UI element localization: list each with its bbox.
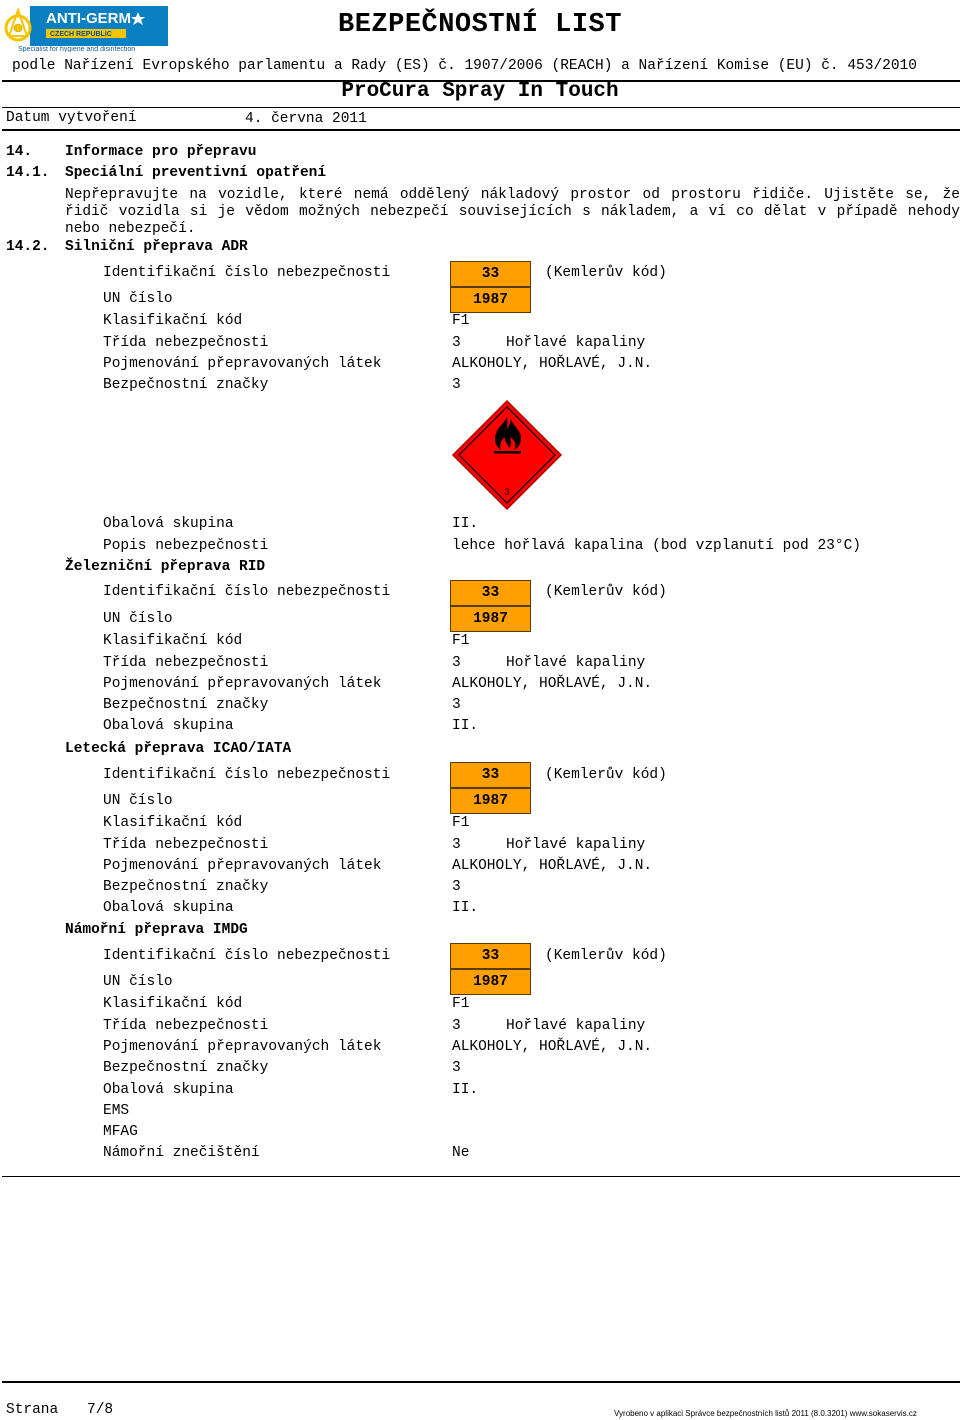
footer-rule (2, 1381, 960, 1383)
date-value: 4. června 2011 (245, 111, 367, 127)
adr-hazard-desc-value: lehce hořlavá kapalina (bod vzplanutí pod 23°C) (452, 538, 861, 554)
imdg-shipping-name-label: Pojmenování přepravovaných látek (103, 1039, 382, 1055)
flammable-liquid-pictogram (451, 399, 563, 511)
header-rule-2 (2, 107, 960, 108)
rid-kemler-note: (Kemlerův kód) (545, 584, 667, 600)
adr-un-label: UN číslo (103, 291, 173, 307)
pictogram-class-number: 3 (504, 487, 510, 497)
product-name: ProCura Spray In Touch (341, 80, 619, 103)
icao-un-label: UN číslo (103, 793, 173, 809)
adr-class-code-value: F1 (452, 313, 470, 329)
logo-country: CZECH REPUBLIC (50, 31, 112, 38)
imdg-hazard-class-name: Hořlavé kapaliny (506, 1018, 646, 1034)
rid-hazard-id-box: 33 (450, 580, 531, 606)
rid-class-code-value: F1 (452, 633, 470, 649)
icao-kemler-note: (Kemlerův kód) (545, 767, 667, 783)
adr-hazard-desc-label: Popis nebezpečnosti (103, 538, 269, 554)
icao-shipping-name-value: ALKOHOLY, HOŘLAVÉ, J.N. (452, 858, 653, 874)
imdg-un-box: 1987 (450, 969, 531, 995)
icao-hazard-id-box: 33 (450, 762, 531, 788)
imdg-shipping-name-value: ALKOHOLY, HOŘLAVÉ, J.N. (452, 1039, 653, 1055)
adr-kemler-note: (Kemlerův kód) (545, 265, 667, 281)
rid-hazard-id-label: Identifikační číslo nebezpečnosti (103, 584, 391, 600)
rid-safety-signs-label: Bezpečnostní značky (103, 697, 269, 713)
regulation-text: podle Nařízení Evropského parlamentu a Rady (ES) č. 1907/2006 (REACH) a Nařízení Komise (EU) č. 453/2010 (12, 58, 917, 74)
rid-title: Železniční přeprava RID (65, 559, 266, 575)
imdg-mfag-label: MFAG (103, 1124, 138, 1140)
rid-hazard-class-label: Třída nebezpečnosti (103, 655, 269, 671)
icao-hazard-class-name: Hořlavé kapaliny (506, 837, 646, 853)
adr-hazard-class-name: Hořlavé kapaliny (506, 335, 646, 351)
adr-shipping-name-label: Pojmenování přepravovaných látek (103, 356, 382, 372)
adr-safety-signs-value: 3 (452, 377, 461, 393)
icao-class-code-label: Klasifikační kód (103, 815, 243, 831)
imdg-class-code-label: Klasifikační kód (103, 996, 243, 1012)
icao-title: Letecká přeprava ICAO/IATA (65, 741, 292, 757)
subsection-number-14-2: 14.2. (6, 239, 50, 255)
subsection-number-14-1: 14.1. (6, 165, 50, 181)
rid-hazard-class-name: Hořlavé kapaliny (506, 655, 646, 671)
rid-packing-group-label: Obalová skupina (103, 718, 234, 734)
adr-shipping-name-value: ALKOHOLY, HOŘLAVÉ, J.N. (452, 356, 653, 372)
imdg-hazard-class-value: 3 (452, 1018, 461, 1034)
icao-safety-signs-label: Bezpečnostní značky (103, 879, 269, 895)
adr-hazard-id-label: Identifikační číslo nebezpečnosti (103, 265, 391, 281)
imdg-packing-group-label: Obalová skupina (103, 1082, 234, 1098)
rid-safety-signs-value: 3 (452, 697, 461, 713)
icao-packing-group-value: II. (452, 900, 479, 916)
adr-hazard-class-label: Třída nebezpečnosti (103, 335, 269, 351)
imdg-hazard-class-label: Třída nebezpečnosti (103, 1018, 269, 1034)
imdg-packing-group-value: II. (452, 1082, 479, 1098)
icao-hazard-class-value: 3 (452, 837, 461, 853)
rid-shipping-name-label: Pojmenování přepravovaných látek (103, 676, 382, 692)
imdg-hazard-id-box: 33 (450, 943, 531, 969)
icao-packing-group-label: Obalová skupina (103, 900, 234, 916)
page-number: 7/8 (87, 1402, 114, 1418)
adr-hazard-id-box: 33 (450, 261, 531, 287)
adr-un-box: 1987 (450, 287, 531, 313)
imdg-safety-signs-label: Bezpečnostní značky (103, 1060, 269, 1076)
icao-shipping-name-label: Pojmenování přepravovaných látek (103, 858, 382, 874)
icao-class-code-value: F1 (452, 815, 470, 831)
imdg-marine-pollutant-label: Námořní znečištění (103, 1145, 260, 1161)
rid-packing-group-value: II. (452, 718, 479, 734)
adr-packing-group-label: Obalová skupina (103, 516, 234, 532)
imdg-title: Námořní přeprava IMDG (65, 922, 248, 938)
section-title: Informace pro přepravu (65, 144, 257, 160)
adr-packing-group-value: II. (452, 516, 479, 532)
generator-note: Vyrobeno v aplikaci Správce bezpečnostních listů 2011 (8.0.3201) www.sokaservis.cz (614, 1409, 917, 1418)
imdg-class-code-value: F1 (452, 996, 470, 1012)
company-logo (4, 6, 168, 52)
content-end-rule (2, 1176, 960, 1177)
imdg-safety-signs-value: 3 (452, 1060, 461, 1076)
header-rule-3 (2, 129, 960, 131)
icao-hazard-class-label: Třída nebezpečnosti (103, 837, 269, 853)
rid-class-code-label: Klasifikační kód (103, 633, 243, 649)
imdg-ems-label: EMS (103, 1103, 130, 1119)
adr-hazard-class-value: 3 (452, 335, 461, 351)
rid-shipping-name-value: ALKOHOLY, HOŘLAVÉ, J.N. (452, 676, 653, 692)
logo-tagline: Specialist for hygiene and disinfection (18, 46, 136, 52)
imdg-un-label: UN číslo (103, 974, 173, 990)
document-title: BEZPEČNOSTNÍ LIST (338, 10, 622, 40)
rid-hazard-class-value: 3 (452, 655, 461, 671)
adr-safety-signs-label: Bezpečnostní značky (103, 377, 269, 393)
precautions-text: Nepřepravujte na vozidle, které nemá oddělený nákladový prostor od prostoru řidiče. Ujistěte se, že řidič vozidla si je vědom možných nebezpečí souvisejících s nákladem, a ví co dělat v případě nehody nebo nebezpečí. (65, 187, 960, 237)
section-number: 14. (6, 144, 33, 160)
subsection-title-14-1: Speciální preventivní opatření (65, 165, 327, 181)
rid-un-box: 1987 (450, 606, 531, 632)
logo-brand: ANTI-GERM (46, 10, 131, 27)
adr-class-code-label: Klasifikační kód (103, 313, 243, 329)
imdg-marine-pollutant-value: Ne (452, 1145, 470, 1161)
icao-un-box: 1987 (450, 788, 531, 814)
rid-un-label: UN číslo (103, 611, 173, 627)
subsection-title-adr: Silniční přeprava ADR (65, 239, 248, 255)
page-label: Strana (6, 1402, 59, 1418)
imdg-kemler-note: (Kemlerův kód) (545, 948, 667, 964)
icao-hazard-id-label: Identifikační číslo nebezpečnosti (103, 767, 391, 783)
icao-safety-signs-value: 3 (452, 879, 461, 895)
date-label: Datum vytvoření (6, 110, 137, 126)
imdg-hazard-id-label: Identifikační číslo nebezpečnosti (103, 948, 391, 964)
